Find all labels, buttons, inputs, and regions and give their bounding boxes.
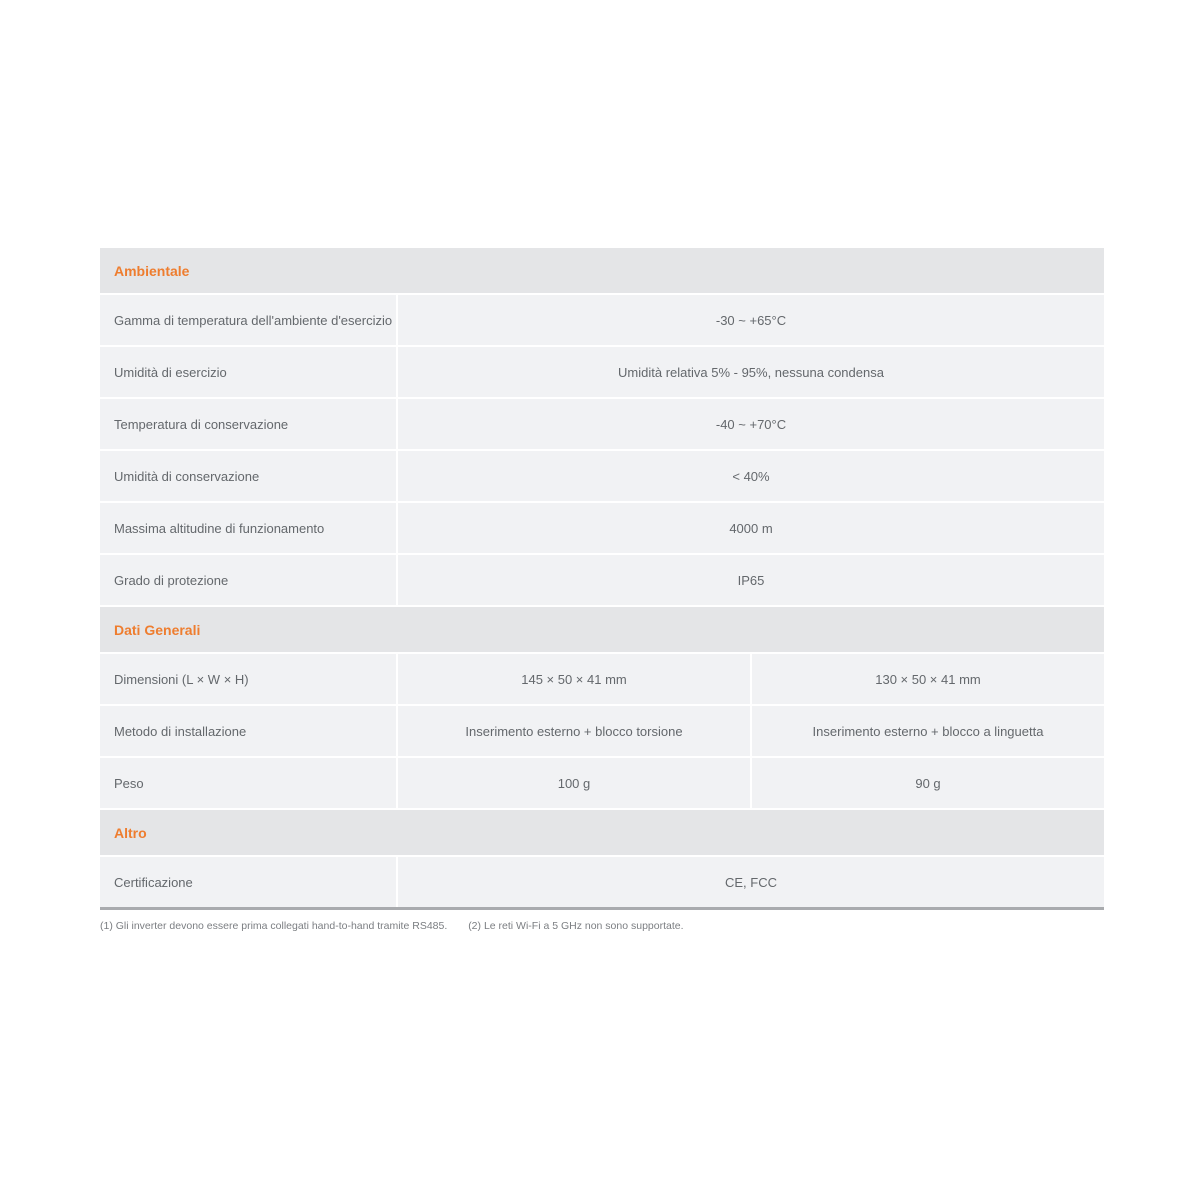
row-value-model-2: 130 × 50 × 41 mm — [752, 654, 1104, 704]
table-row — [100, 758, 1104, 808]
row-value-model-1: 100 g — [398, 758, 750, 808]
table-row — [100, 555, 1104, 605]
table-row — [100, 451, 1104, 501]
table-row — [100, 295, 1104, 345]
footnotes — [100, 920, 1104, 932]
row-value: < 40% — [398, 451, 1104, 501]
row-label: Certificazione — [100, 857, 396, 907]
table-row — [100, 857, 1104, 907]
row-value: -30 ~ +65°C — [398, 295, 1104, 345]
section-dati-generali — [100, 607, 1104, 808]
table-row — [100, 399, 1104, 449]
section-altro — [100, 810, 1104, 907]
section-ambientale — [100, 248, 1104, 605]
section-title: Altro — [114, 824, 147, 841]
row-label: Massima altitudine di funzionamento — [100, 503, 396, 553]
row-value: Umidità relativa 5% - 95%, nessuna condensa — [398, 347, 1104, 397]
row-value: IP65 — [398, 555, 1104, 605]
section-title: Dati Generali — [114, 621, 201, 638]
row-label: Gamma di temperatura dell'ambiente d'esercizio — [100, 295, 396, 345]
table-row — [100, 654, 1104, 704]
section-header-dati-generali — [100, 607, 1104, 652]
section-title: Ambientale — [114, 262, 190, 279]
table-row — [100, 347, 1104, 397]
row-value: 4000 m — [398, 503, 1104, 553]
table-row — [100, 706, 1104, 756]
row-label: Grado di protezione — [100, 555, 396, 605]
spec-table — [100, 248, 1104, 910]
row-label: Umidità di conservazione — [100, 451, 396, 501]
footnote-2: (2) Le reti Wi-Fi a 5 GHz non sono supportate. — [468, 920, 684, 932]
row-value: -40 ~ +70°C — [398, 399, 1104, 449]
section-header-ambientale — [100, 248, 1104, 293]
row-value-model-1: 145 × 50 × 41 mm — [398, 654, 750, 704]
row-value-model-2: Inserimento esterno + blocco a linguetta — [752, 706, 1104, 756]
row-label: Temperatura di conservazione — [100, 399, 396, 449]
section-header-altro — [100, 810, 1104, 855]
row-label: Dimensioni (L × W × H) — [100, 654, 396, 704]
row-value-model-1: Inserimento esterno + blocco torsione — [398, 706, 750, 756]
row-value-model-2: 90 g — [752, 758, 1104, 808]
table-row — [100, 503, 1104, 553]
row-label: Peso — [100, 758, 396, 808]
footnote-1: (1) Gli inverter devono essere prima collegati hand-to-hand tramite RS485. — [100, 920, 448, 932]
row-label: Metodo di installazione — [100, 706, 396, 756]
row-label: Umidità di esercizio — [100, 347, 396, 397]
row-value: CE, FCC — [398, 857, 1104, 907]
